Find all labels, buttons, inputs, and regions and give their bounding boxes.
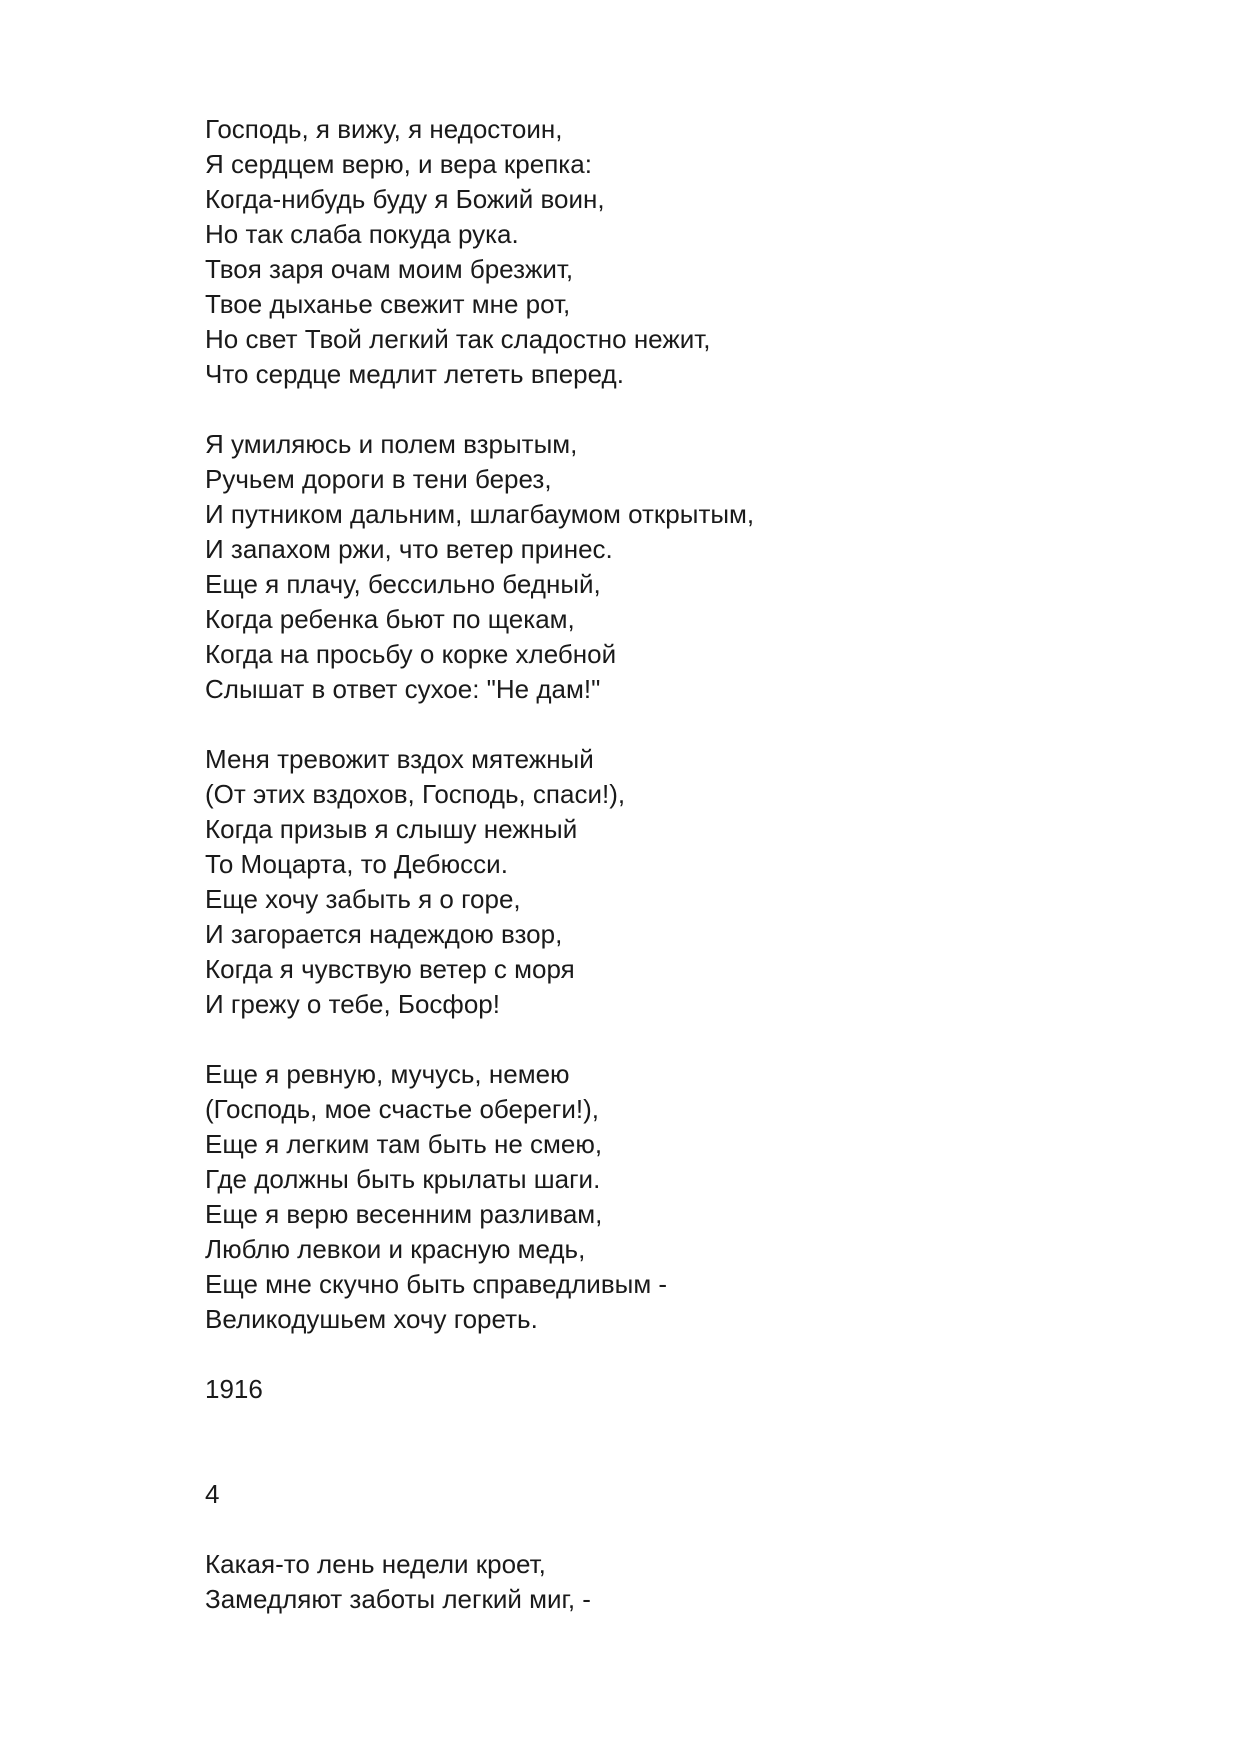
- poem-line: Когда я чувствую ветер с моря: [205, 954, 575, 984]
- poem-line: То Моцарта, то Дебюсси.: [205, 849, 508, 879]
- next-poem-stanza: [205, 1547, 1165, 1617]
- poem-line: Когда ребенка бьют по щекам,: [205, 604, 575, 634]
- poem-line: Еще я ревную, мучусь, немею: [205, 1059, 570, 1089]
- poem-line: Замедляют заботы легкий миг, -: [205, 1584, 591, 1614]
- poem-line: Твоя заря очам моим брезжит,: [205, 254, 574, 284]
- poem-line: Еще я легким там быть не смею,: [205, 1129, 603, 1159]
- poem-line: Когда на просьбу о корке хлебной: [205, 639, 617, 669]
- poem-line: Но так слаба покуда рука.: [205, 219, 519, 249]
- stanza-2: [205, 427, 1165, 707]
- document-page: [205, 112, 1165, 1652]
- poem-line: Когда-нибудь буду я Божий воин,: [205, 184, 605, 214]
- poem-line: Люблю левкои и красную медь,: [205, 1234, 586, 1264]
- poem-line: Меня тревожит вздох мятежный: [205, 744, 594, 774]
- stanza-1: [205, 112, 1165, 392]
- poem-line: Где должны быть крылаты шаги.: [205, 1164, 601, 1194]
- stanza-4: [205, 1057, 1165, 1337]
- section-number: 4: [205, 1479, 220, 1509]
- poem-line: Еще мне скучно быть справедливым -: [205, 1269, 668, 1299]
- poem-line: Что сердце медлит лететь вперед.: [205, 359, 624, 389]
- poem-line: Еще хочу забыть я о горе,: [205, 884, 521, 914]
- poem-line: И грежу о тебе, Босфор!: [205, 989, 500, 1019]
- stanza-3: [205, 742, 1165, 1022]
- poem-line: Я сердцем верю, и вера крепка:: [205, 149, 592, 179]
- poem-line: И путником дальним, шлагбаумом открытым,: [205, 499, 755, 529]
- poem-line: (Господь, мое счастье обереги!),: [205, 1094, 600, 1124]
- poem-line: Великодушьем хочу гореть.: [205, 1304, 538, 1334]
- poem-line: И запахом ржи, что ветер принес.: [205, 534, 613, 564]
- poem-line: Слышат в ответ сухое: "Не дам!": [205, 674, 601, 704]
- poem-line: Твое дыханье свежит мне рот,: [205, 289, 571, 319]
- poem-line: (От этих вздохов, Господь, спаси!),: [205, 779, 626, 809]
- poem-line: И загорается надеждою взор,: [205, 919, 563, 949]
- poem-line: Еще я верю весенним разливам,: [205, 1199, 603, 1229]
- poem-line: Господь, я вижу, я недостоин,: [205, 114, 563, 144]
- poem-line: Какая-то лень недели кроет,: [205, 1549, 546, 1579]
- poem-line: Но свет Твой легкий так сладостно нежит,: [205, 324, 711, 354]
- poem-date: 1916: [205, 1374, 263, 1404]
- poem-line: Еще я плачу, бессильно бедный,: [205, 569, 601, 599]
- poem-line: Когда призыв я слышу нежный: [205, 814, 578, 844]
- poem-line: Я умиляюсь и полем взрытым,: [205, 429, 578, 459]
- poem-line: Ручьем дороги в тени берез,: [205, 464, 552, 494]
